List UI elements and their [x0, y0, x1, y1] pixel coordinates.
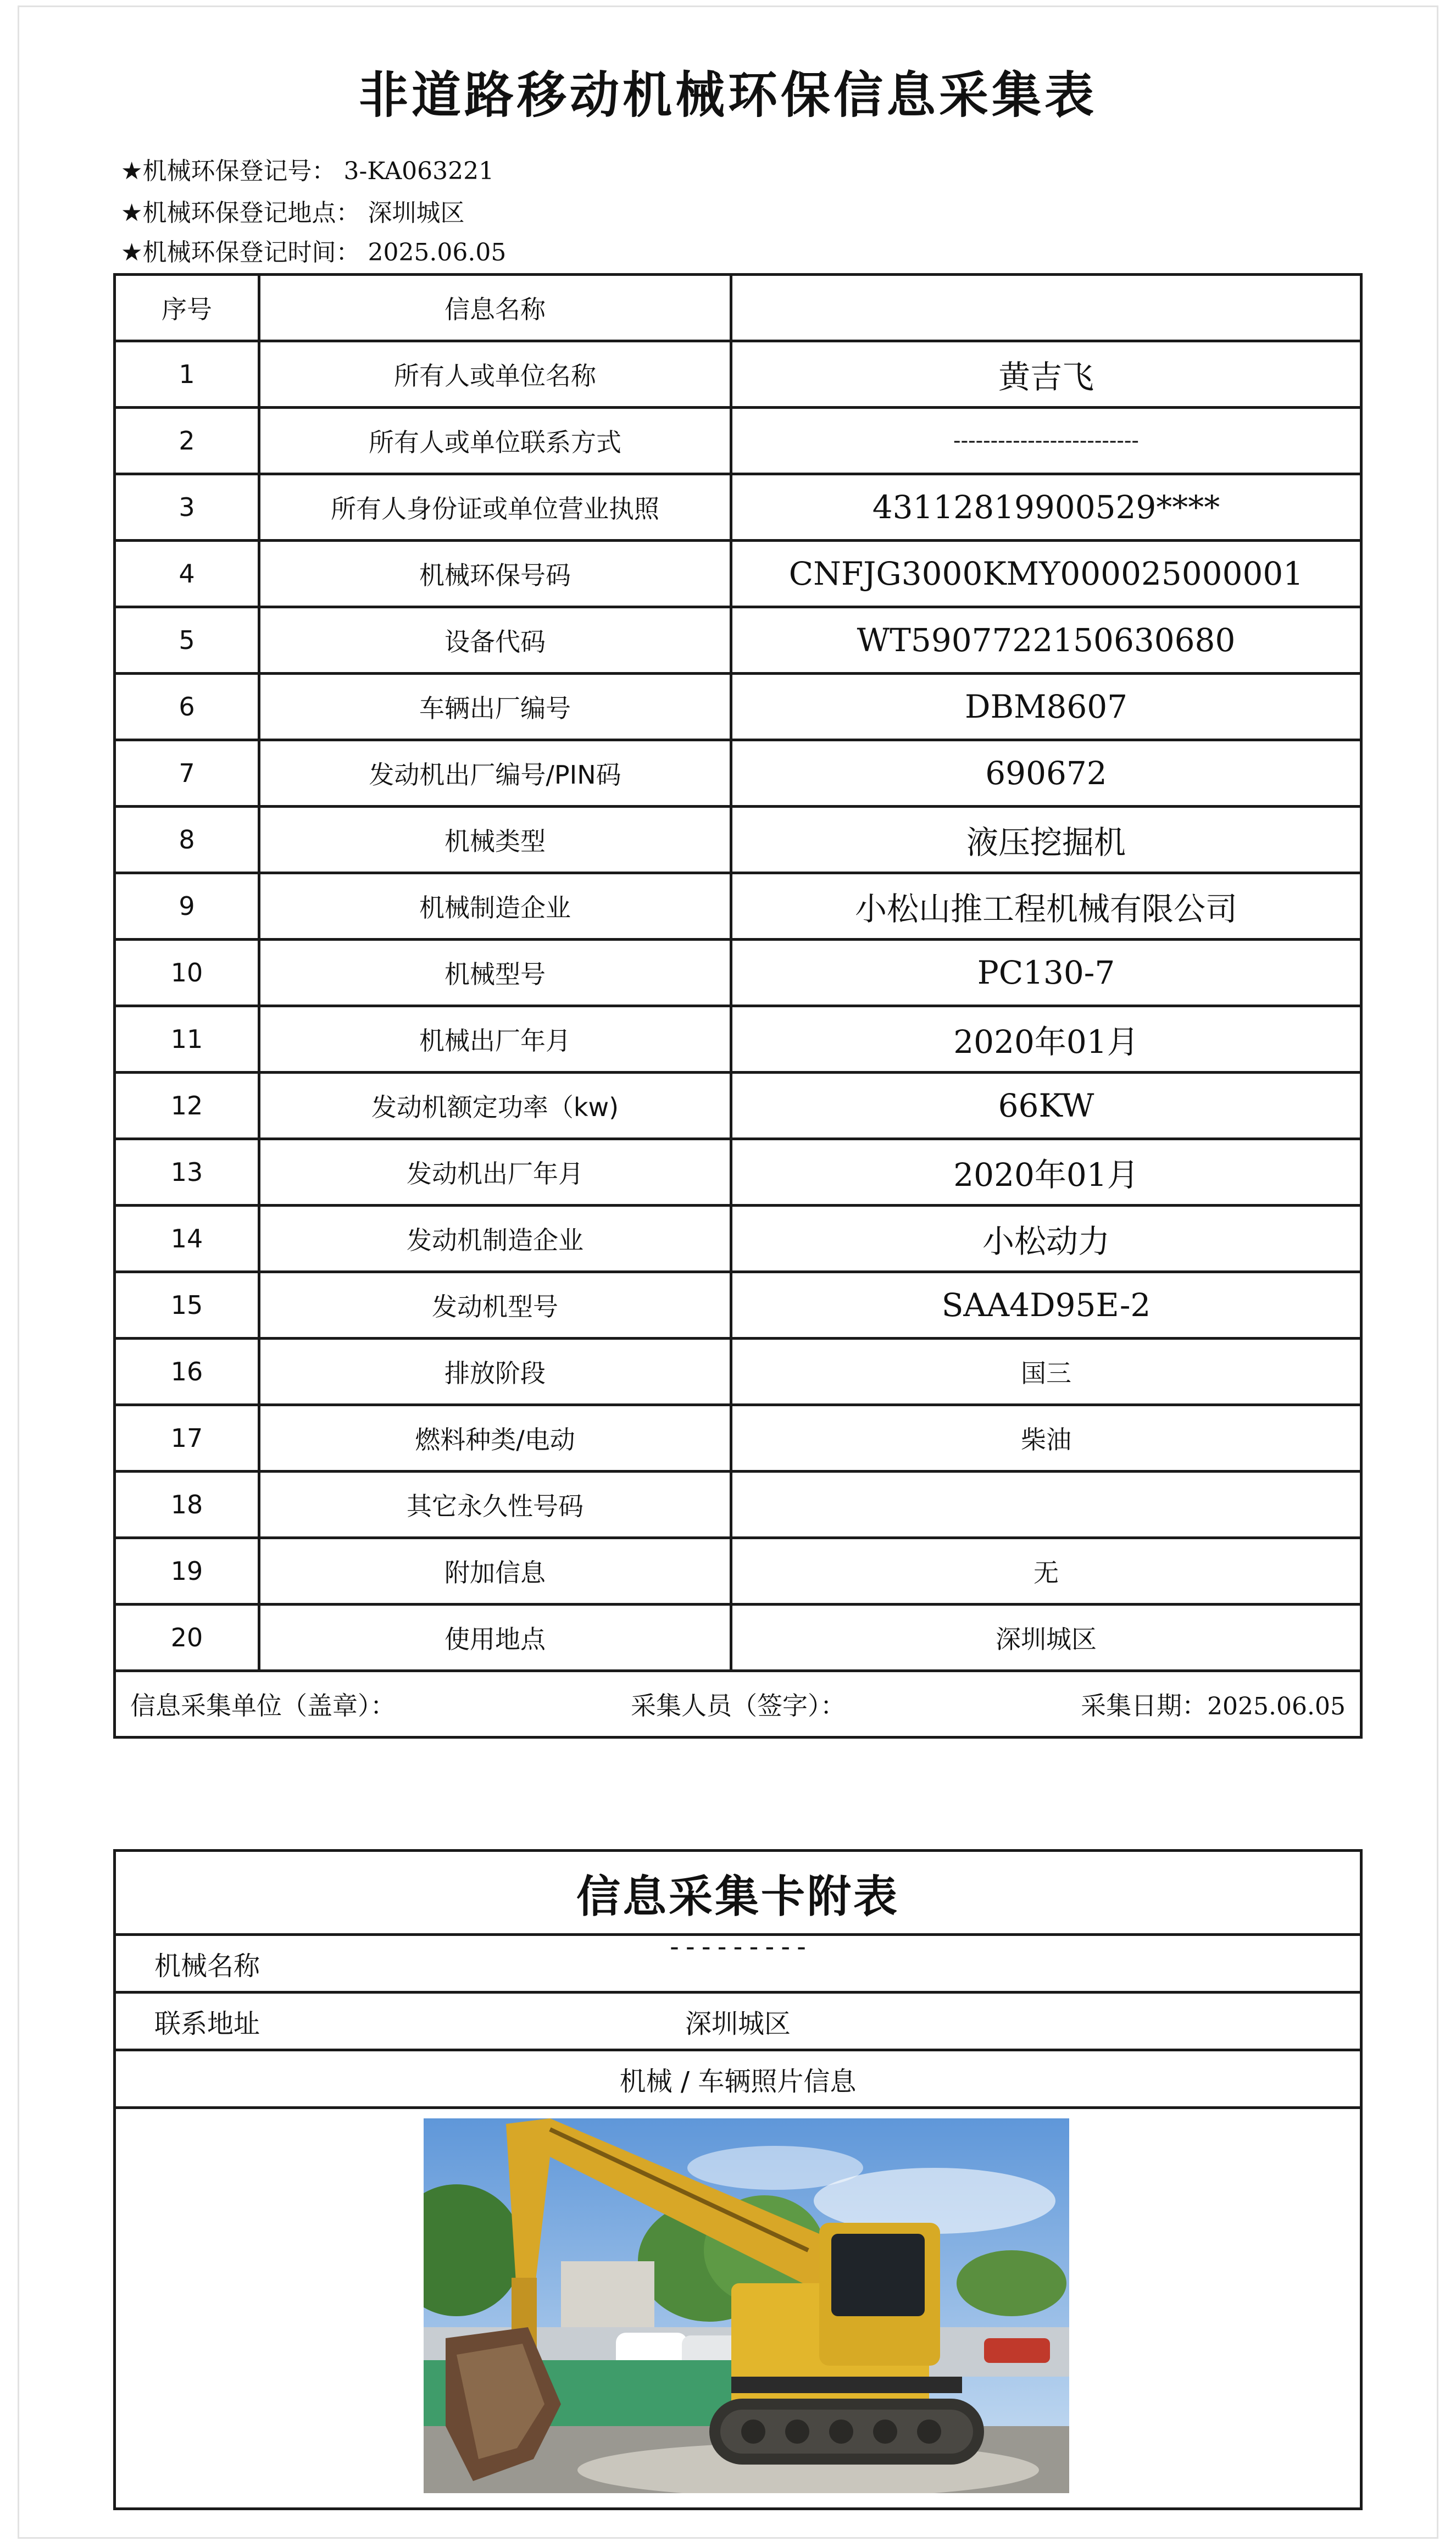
table-row: [115, 541, 1361, 607]
row-no: 1: [115, 341, 259, 408]
table-footer: [115, 1671, 1361, 1738]
table-row: [115, 807, 1361, 873]
row-no: 15: [115, 1272, 259, 1339]
row-name: 机械型号: [259, 940, 731, 1006]
row-name: 车辆出厂编号: [259, 674, 731, 740]
photo-info-label: 机械 / 车辆照片信息: [619, 2066, 857, 2097]
header-no: 序号: [115, 275, 259, 341]
photo-info-row: [116, 2051, 1360, 2109]
row-value: 国三: [731, 1339, 1361, 1405]
address-row: [116, 1994, 1360, 2051]
row-name: 发动机出厂年月: [259, 1139, 731, 1206]
row-no: 20: [115, 1605, 259, 1671]
row-value: 43112819900529****: [731, 474, 1361, 541]
row-no: 2: [115, 408, 259, 474]
reg-time-label: ★机械环保登记时间：: [121, 238, 360, 267]
table-row: [115, 408, 1361, 474]
table-row: [115, 1006, 1361, 1073]
table-row: [115, 1272, 1361, 1339]
row-no: 7: [115, 740, 259, 807]
row-name: 设备代码: [259, 607, 731, 674]
row-name: 发动机出厂编号/PIN码: [259, 740, 731, 807]
row-name: 机械出厂年月: [259, 1006, 731, 1073]
row-no: 6: [115, 674, 259, 740]
reg-time-value: 2025.06.05: [368, 238, 507, 267]
row-value: PC130-7: [731, 940, 1361, 1006]
row-name: 排放阶段: [259, 1339, 731, 1405]
row-name: 燃料种类/电动: [259, 1405, 731, 1472]
collection-unit-label: 信息采集单位（盖章）：: [130, 1691, 396, 1721]
reg-place-line: [121, 201, 464, 225]
row-no: 18: [115, 1472, 259, 1538]
table-row: [115, 940, 1361, 1006]
row-value: 66KW: [731, 1073, 1361, 1139]
address-label: 联系地址: [154, 2008, 260, 2039]
reg-place-value: 深圳城区: [368, 199, 465, 227]
table-footer-row: [115, 1671, 1361, 1738]
header-value: [731, 275, 1361, 341]
table-row: [115, 1073, 1361, 1139]
row-value: CNFJG3000KMY000025000001: [731, 541, 1361, 607]
row-value: -------------------------: [731, 408, 1361, 474]
row-no: 17: [115, 1405, 259, 1472]
row-value: SAA4D95E-2: [731, 1272, 1361, 1339]
row-name: 所有人或单位名称: [259, 341, 731, 408]
annex-title: 信息采集卡附表: [116, 1852, 1360, 1936]
row-no: 3: [115, 474, 259, 541]
row-value: 无: [731, 1538, 1361, 1605]
machine-name-label: 机械名称: [154, 1950, 260, 1982]
row-name: 所有人或单位联系方式: [259, 408, 731, 474]
row-no: 5: [115, 607, 259, 674]
table-row: [115, 873, 1361, 940]
table-header-row: [115, 275, 1361, 341]
row-no: 19: [115, 1538, 259, 1605]
row-name: 附加信息: [259, 1538, 731, 1605]
row-no: 10: [115, 940, 259, 1006]
excavator-photo: [424, 2118, 1069, 2493]
row-name: 机械环保号码: [259, 541, 731, 607]
table-row: [115, 607, 1361, 674]
machine-name-value: ---------: [666, 1932, 810, 1962]
row-name: 机械类型: [259, 807, 731, 873]
row-no: 16: [115, 1339, 259, 1405]
row-value: 深圳城区: [731, 1605, 1361, 1671]
collection-date: [1081, 1686, 1346, 1722]
header-name: 信息名称: [259, 275, 731, 341]
table-row: [115, 1139, 1361, 1206]
info-table: [113, 273, 1363, 1739]
row-value: 690672: [731, 740, 1361, 807]
row-value: WT5907722150630680: [731, 607, 1361, 674]
row-no: 8: [115, 807, 259, 873]
collection-date-label: 采集日期：: [1081, 1691, 1208, 1721]
row-value: 2020年01月: [731, 1006, 1361, 1073]
reg-no-line: [121, 159, 494, 184]
row-no: 14: [115, 1206, 259, 1272]
row-name: 发动机制造企业: [259, 1206, 731, 1272]
row-value: 小松动力: [731, 1206, 1361, 1272]
row-name: 其它永久性号码: [259, 1472, 731, 1538]
row-name: 所有人身份证或单位营业执照: [259, 474, 731, 541]
row-value: 黄吉飞: [731, 341, 1361, 408]
table-row: [115, 1538, 1361, 1605]
row-no: 13: [115, 1139, 259, 1206]
reg-no-label: ★机械环保登记号：: [121, 157, 336, 185]
collection-date-value: 2025.06.05: [1207, 1693, 1346, 1721]
row-value: [731, 1472, 1361, 1538]
table-row: [115, 474, 1361, 541]
row-no: 9: [115, 873, 259, 940]
table-row: [115, 1206, 1361, 1272]
collector-label: 采集人员（签字）：: [631, 1691, 846, 1721]
excavator-photo-svg: [424, 2118, 1069, 2493]
row-name: 发动机额定功率（kw): [259, 1073, 731, 1139]
annex-table: [113, 1849, 1363, 2510]
row-value: 2020年01月: [731, 1139, 1361, 1206]
table-row: [115, 740, 1361, 807]
document-title: 非道路移动机械环保信息采集表: [359, 66, 1097, 124]
row-name: 使用地点: [259, 1605, 731, 1671]
row-no: 11: [115, 1006, 259, 1073]
reg-place-label: ★机械环保登记地点：: [121, 199, 360, 227]
table-row: [115, 1339, 1361, 1405]
address-value: 深圳城区: [685, 2008, 791, 2039]
machine-name-row: [116, 1932, 1360, 1994]
table-row: [115, 1472, 1361, 1538]
reg-time-line: [121, 238, 507, 267]
row-value: 柴油: [731, 1405, 1361, 1472]
row-value: DBM8607: [731, 674, 1361, 740]
row-value: 液压挖掘机: [731, 807, 1361, 873]
table-row: [115, 1405, 1361, 1472]
row-name: 发动机型号: [259, 1272, 731, 1339]
row-no: 12: [115, 1073, 259, 1139]
row-name: 机械制造企业: [259, 873, 731, 940]
table-row: [115, 341, 1361, 408]
table-row: [115, 1605, 1361, 1671]
table-row: [115, 674, 1361, 740]
row-no: 4: [115, 541, 259, 607]
row-value: 小松山推工程机械有限公司: [731, 873, 1361, 940]
reg-no-value: 3-KA063221: [343, 157, 494, 185]
